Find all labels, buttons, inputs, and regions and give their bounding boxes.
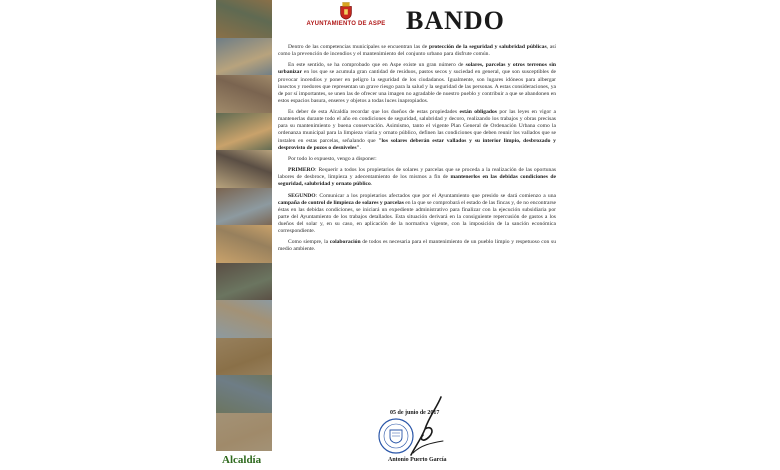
town-photo: [216, 225, 272, 263]
paragraph-disponer: Por todo lo expuesto, vengo a disponer:: [288, 155, 377, 162]
document-date: 05 de junio de 2017: [390, 410, 440, 416]
alcaldia-label: Alcaldía: [222, 454, 262, 466]
document-body: [278, 44, 556, 258]
town-photo: [216, 38, 272, 76]
paragraph-solares: En este sentido, se ha comprobado que en Aspe existe un gran número de solares, parcelas y otros terrenos sin urbanizar en los que se acumula gran cantidad de residuos, pastos secos y suciedad en general, que son susceptibles de provocar incendios y poner en peligro la seguridad de los ciudadanos. Igualmente, son lugares idóneos para albergar insectos y roedores que representan un grave riesgo para la salud y la seguridad de las personas. A estas consideraciones, ya de por sí importantes, se unen las de ofrecer una imagen no agradable de nuestro pueblo y contribuir a que se abandonen en estos espacios basura, enseres y objetos a todas luces inapropiados.: [278, 62, 556, 104]
paragraph-segundo: SEGUNDO: Comunicar a los propietarios afectados que por el Ayuntamiento que presido se dará comienzo a una campaña de control de limpieza de solares y parcelas en la que se comprobará el estado de las fincas y, de no encontrarse éstas en las debidas condiciones, se iniciará un expediente administrativo para finalizar con la ejecución subsidiaria por parte del Ayuntamiento de los trabajos detallados. Esta situación derivará en la consiguiente repercusión de gastos a los dueños del solar y, en su caso, en aplicación de la normativa vigente, con la imposición de la sanción económica correspondiente.: [278, 192, 556, 235]
municipal-crest-logo: [337, 2, 355, 20]
paragraph-colaboracion: Como siempre, la colaboración de todos es necesaria para el mantenimiento de un pueblo limpio y respetuoso con su medio ambiente.: [278, 239, 556, 253]
town-photo: [216, 375, 272, 413]
document-title: BANDO: [406, 6, 505, 35]
town-photo: [216, 0, 272, 38]
paragraph-competencias: Dentro de las competencias municipales se encuentran las de protección de la seguridad y salubridad públicas, así como la prevención de incendios y el mantenimiento del conjunto urbano para disfrute común.: [278, 44, 556, 58]
town-photo: [216, 113, 272, 151]
municipality-name: AYUNTAMIENTO DE ASPE: [306, 21, 386, 27]
town-photo: [216, 300, 272, 338]
handwritten-signature: [401, 395, 456, 460]
town-photo: [216, 413, 272, 451]
paragraph-deber: Es deber de esta Alcaldía recordar que los dueños de estas propiedades están obligados por las leyes en vigor a mantenerlas durante todo el año en condiciones de seguridad, salubridad y decoro, realizando los trabajos y obras precisas para su mantenimiento y buena conservación. Asimismo, tanto el vigente Plan General de Ordenación Urbana como la ordenanza municipal para la limpieza viaria y ornato público, definen las condiciones que deben reunir los vallados que se instalen en estas parcelas, señalando que "los solares deberán estar vallados y su interior limpio, desbrozado y desprovisto de pozos o desniveles".: [278, 109, 557, 151]
town-photo: [216, 188, 272, 226]
photo-strip: [216, 0, 272, 452]
town-photo: [216, 338, 272, 376]
paragraph-primero: PRIMERO: Requerir a todos los propietarios de solares y parcelas que se proceda a la realización de las oportunas labores de desbroce, limpieza y adecentamiento de los mismos a fin de mantenerlos en las debidas condiciones de seguridad, salubridad y ornato público.: [278, 167, 556, 188]
town-photo: [216, 263, 272, 301]
signer-name: Antonio Puerto García: [388, 457, 447, 463]
town-photo: [216, 75, 272, 113]
town-photo: [216, 150, 272, 188]
bando-document: [216, 0, 561, 470]
